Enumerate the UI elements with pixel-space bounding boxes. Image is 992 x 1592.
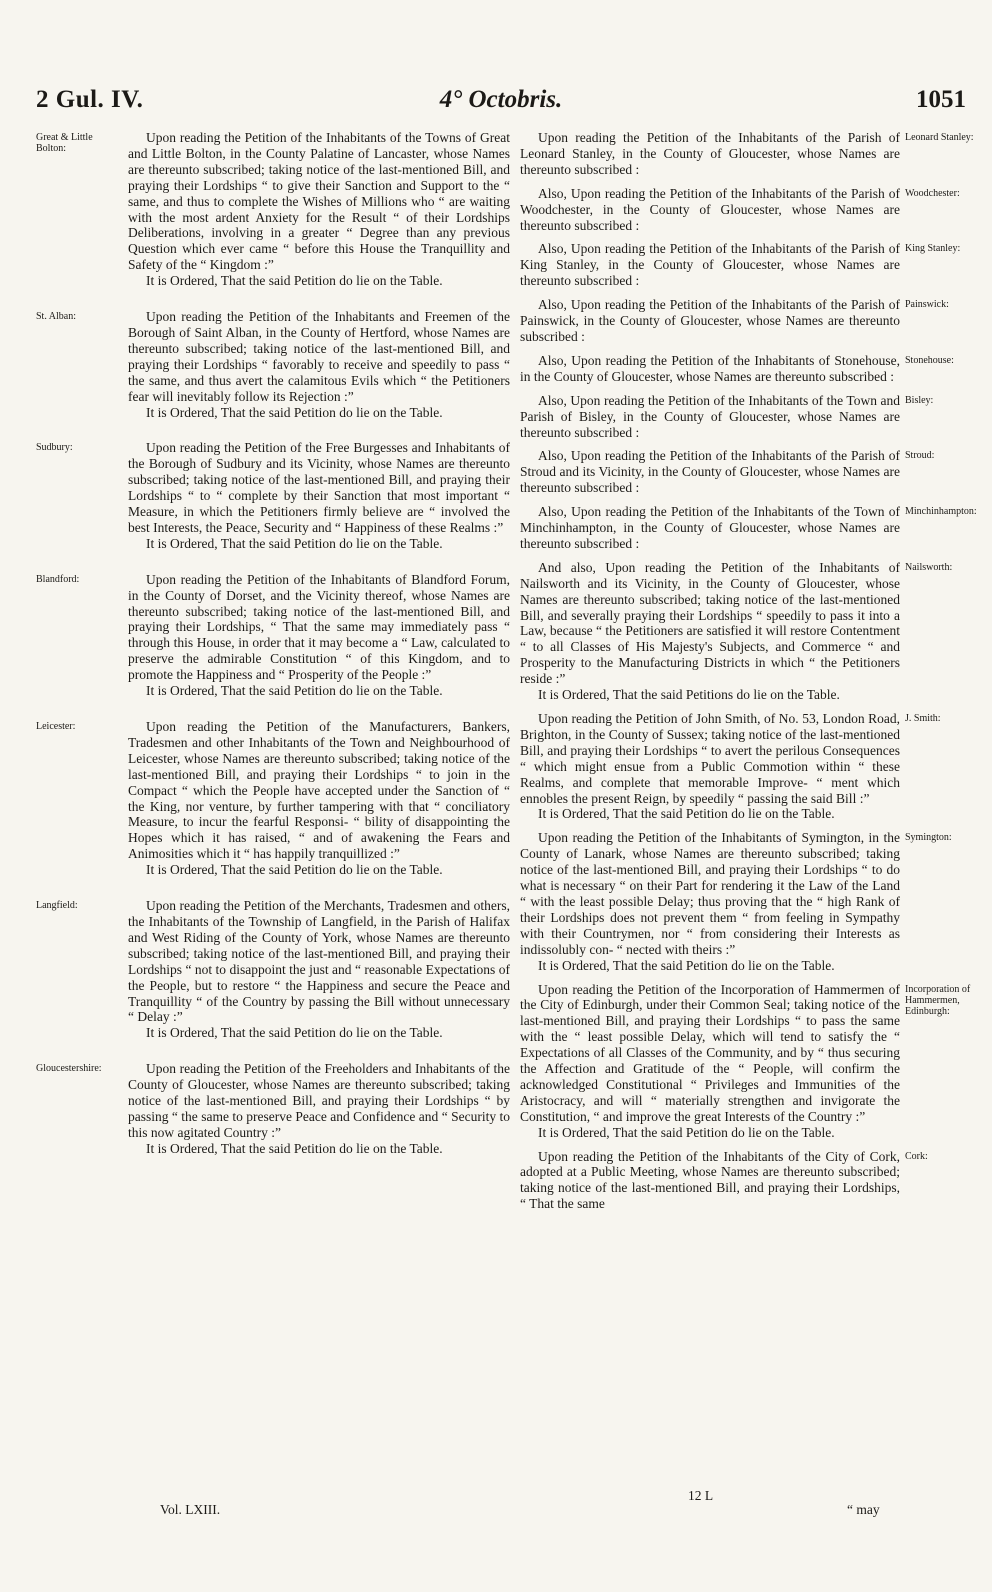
- petition-entry: [520, 711, 941, 822]
- margin-note: Minchinhampton:: [905, 506, 977, 518]
- petition-entry: [36, 898, 510, 1041]
- petition-text: Also, Upon reading the Petition of the Inhabitants of the Parish of Painswick, in the County of Gloucester, whose Names are thereunto subscribed :: [520, 297, 900, 344]
- page-header: [36, 86, 966, 120]
- footer-signature: 12 L: [688, 1488, 714, 1503]
- petition-entry: [36, 130, 510, 289]
- left-column: [36, 130, 510, 1177]
- order-text: It is Ordered, That the said Petition do lie on the Table.: [146, 862, 443, 878]
- footer-catchword: “ may: [847, 1502, 880, 1517]
- petition-entry: [520, 504, 977, 552]
- margin-note: Nailsworth:: [905, 561, 953, 573]
- order-text: It is Ordered, That the said Petition do lie on the Table.: [538, 1124, 835, 1140]
- petition-text: And also, Upon reading the Petition of the Inhabitants of Nailsworth and its Vicinity, in the County of Gloucester, whose Names are thereunto subscribed; taking notice of the last-mentioned Bill, and severally praying their Lordships “ speedily to pass it into a Law, because “ the Petitioners are satisfied it will restore Contentment “ to all Classes of His Majesty's Subjects, and Commerce “ and Prosperity to the Manufacturing Districts in which “ the Petitioners reside :”: [520, 559, 900, 687]
- margin-note: Langfield:: [36, 900, 78, 912]
- right-column: [520, 130, 977, 1220]
- petition-entry: [520, 241, 961, 289]
- petition-text: Upon reading the Petition of the Manufacturers, Bankers, Tradesmen and other Inhabitants of the Town and Neighbourhood of Leicester, whose Names are thereunto subscribed; taking notice of the last-mentioned Bill, and praying their Lordships “ to join in the Compact “ which the People have accepted under the Sanction of “ the King, nor venture, by further tampering with that “ conciliatory Measure, to incur the fearful Responsi- “ bility of disappointing the Hopes which it has raised, “ and of awakening the Fears and Animosities which it “ has happily tranquillized :”: [128, 719, 510, 862]
- petition-entry: [520, 559, 953, 703]
- petition-text: Upon reading the Petition of the Inhabitants of Blandford Forum, in the County of Dorset, and the Vicinity thereof, whose Names are thereunto subscribed; taking notice of the last-mentioned Bill, and praying their Lordships, “ That the same may immediately pass “ through this House, in order that it may become a “ Law, calculated to preserve the admirable Constitution “ of this Kingdom, and to promote the Happiness and “ Prosperity of the People :”: [128, 571, 510, 683]
- order-text: It is Ordered, That the said Petition do lie on the Table.: [146, 1140, 443, 1156]
- margin-note: Great & Little Bolton:: [36, 132, 93, 154]
- header-date: 4° Octobris.: [439, 86, 563, 113]
- petition-text: Also, Upon reading the Petition of the Inhabitants of the Town of Minchinhampton, in the County of Gloucester, whose Names are thereunto subscribed :: [520, 504, 900, 551]
- petition-text: Upon reading the Petition of the Inhabitants of the Parish of Leonard Stanley, in the County of Gloucester, whose Names are thereunto subscribed :: [520, 130, 900, 177]
- margin-note: J. Smith:: [905, 713, 941, 724]
- margin-note: Cork:: [905, 1150, 928, 1162]
- petition-entry: [520, 185, 960, 234]
- petition-text: Upon reading the Petition of the Inhabitants of the Towns of Great and Little Bolton, in the County Palatine of Lancaster, whose Names are thereunto subscribed; taking notice of the last-mentioned Bill, and praying their Lordships “ to give their Sanction and Support to the “ same, and thus to complete the Wishes of Millions who “ are waiting with the most ardent Anxiety for the Result “ of their Lordships Deliberations, involving in a greater “ Degree than any previous Question which ever came “ before this House the Tranquillity and Safety of the “ Kingdom :”: [128, 130, 510, 273]
- margin-note: Bisley:: [905, 394, 934, 406]
- petition-text: Upon reading the Petition of John Smith, of No. 53, London Road, Brighton, in the County of Sussex; taking notice of the last-mentioned Bill, and praying their Lordships “ to avert the perilous Consequences “ which might ensue from a Public Commotion within “ these Realms, and complete that memorable Improve- “ ment which ennobles the present Reign, by speedily “ passing the said Bill :”: [520, 711, 900, 806]
- petition-text: Also, Upon reading the Petition of the Inhabitants of the Parish of Stroud and its Vicinity, in the County of Gloucester, whose Names are thereunto subscribed :: [520, 448, 900, 496]
- petition-entry: [36, 719, 510, 878]
- order-text: It is Ordered, That the said Petitions do lie on the Table.: [538, 687, 840, 703]
- petition-text: Upon reading the Petition of the Inhabitants and Freemen of the Borough of Saint Alban, in the County of Hertford, whose Names are thereunto subscribed; taking notice of the last-mentioned Bill, and praying their Lordships “ favorably to receive and speedily to pass “ the same, and thus avert the calamitous Evils which “ the Petitioners fear will inevitably follow its Rejection :”: [128, 309, 510, 404]
- petition-text: Also, Upon reading the Petition of the Inhabitants of the Parish of Woodchester, in the County of Gloucester, whose Names are thereunto subscribed :: [520, 185, 900, 233]
- order-text: It is Ordered, That the said Petition do lie on the Table.: [538, 957, 835, 973]
- petition-text: Also, Upon reading the Petition of the Inhabitants of Stonehouse, in the County of Gloucester, whose Names are thereunto subscribed :: [520, 352, 900, 384]
- margin-note: Painswick:: [905, 299, 949, 311]
- order-text: It is Ordered, That the said Petition do lie on the Table.: [146, 1025, 443, 1041]
- header-regnal-year: 2 Gul. IV.: [36, 86, 144, 113]
- page-number: 1051: [916, 86, 966, 113]
- margin-note: Woodchester:: [905, 187, 960, 199]
- margin-note: Blandford:: [36, 573, 80, 585]
- petition-entry: [36, 1061, 510, 1156]
- petition-entry: [36, 571, 510, 699]
- margin-note: Stroud:: [905, 450, 935, 462]
- footer-volume: Vol. LXIII.: [160, 1502, 221, 1517]
- margin-note: Sudbury:: [36, 442, 73, 454]
- petition-text: Also, Upon reading the Petition of the Inhabitants of the Parish of King Stanley, in the County of Gloucester, whose Names are thereunto subscribed :: [520, 241, 900, 289]
- order-text: It is Ordered, That the said Petition do lie on the Table.: [146, 404, 443, 420]
- margin-note: St. Alban:: [36, 311, 77, 323]
- margin-note: Leonard Stanley:: [905, 132, 974, 143]
- margin-note: Symington:: [905, 832, 952, 844]
- petition-text: Upon reading the Petition of the Incorporation of Hammermen of the City of Edinburgh, under their Common Seal; taking notice of the last-mentioned Bill, and praying their Lordships “ to pass the same with the “ least possible Delay, which will tend to satisfy the “ Expectations of all Classes of the Community, and by “ thus securing the Affection and Gratitude of the “ People, will confirm the acknowledged Constitutional “ Privileges and Immunities of the Aristocracy, and will “ materially strengthen and invigorate the Constitution, “ and improve the great Interests of the Country :”: [520, 981, 900, 1124]
- margin-note: Gloucestershire:: [36, 1063, 102, 1075]
- margin-note: Incorporation of Hammermen, Edinburgh:: [905, 983, 971, 1017]
- petition-entry: [36, 309, 510, 420]
- order-text: It is Ordered, That the said Petition do lie on the Table.: [538, 806, 835, 822]
- order-text: It is Ordered, That the said Petition do lie on the Table.: [146, 683, 443, 699]
- petition-entry: [520, 981, 971, 1141]
- petition-text: Upon reading the Petition of the Freeholders and Inhabitants of the County of Gloucester, whose Names are thereunto subscribed; taking notice of the last-mentioned Bill, and praying their Lordships “ by passing “ the same to preserve Peace and Confidence and “ Security to this now agitated Country :”: [128, 1061, 510, 1140]
- petition-text: Upon reading the Petition of the Inhabitants of the City of Cork, adopted at a Public Meeting, whose Names are thereunto subscribed; taking notice of the last-mentioned Bill, and praying their Lordships, “ That the same: [520, 1148, 900, 1212]
- order-text: It is Ordered, That the said Petition do lie on the Table.: [146, 535, 443, 551]
- petition-entry: [520, 1148, 928, 1213]
- margin-note: King Stanley:: [905, 243, 961, 255]
- petition-entry: [36, 440, 510, 551]
- margin-note: Stonehouse:: [905, 354, 954, 366]
- petition-entry: [520, 297, 949, 345]
- order-text: It is Ordered, That the said Petition do lie on the Table.: [146, 273, 443, 289]
- petition-entry: [520, 130, 974, 178]
- petition-entry: [520, 830, 952, 973]
- margin-note: Leicester:: [36, 721, 76, 732]
- petition-entry: [520, 352, 954, 385]
- petition-entry: [520, 392, 934, 441]
- petition-text: Upon reading the Petition of the Merchants, Tradesmen and others, the Inhabitants of the Township of Langfield, in the Parish of Halifax and West Riding of the County of York, whose Names are thereunto subscribed; taking notice of the last-mentioned Bill, and praying their Lordships “ not to disappoint the just and “ reasonable Expectations of the People, but to restore “ the Happiness and secure the Peace and Tranquillity “ of the Country by passing the Bill without unnecessary “ Delay :”: [128, 898, 510, 1025]
- petition-text: Upon reading the Petition of the Inhabitants of Symington, in the County of Lanark, whose Names are thereunto subscribed; taking notice of the last-mentioned Bill, and praying their Lordships “ to do what is necessary “ on their Part for rendering it the Law of the Land “ with the least possible Delay; thus proving that the “ high Rank of their Lordships does not prevent them “ from feeling in Sympathy with their Countrymen, nor “ from considering their Interests as indissolubly con- “ nected with theirs :”: [520, 830, 900, 957]
- petition-text: Also, Upon reading the Petition of the Inhabitants of the Town and Parish of Bisley, in the County of Gloucester, whose Names are thereunto subscribed :: [520, 392, 900, 440]
- petition-entry: [520, 448, 935, 496]
- petition-text: Upon reading the Petition of the Free Burgesses and Inhabitants of the Borough of Sudbury and its Vicinity, whose Names are thereunto subscribed; taking notice of the last-mentioned Bill, and praying their Lordships “ to “ complete by their Sanction that most important “ Measure, in which the Petitioners firmly believe are “ involved the best Interests, the Peace, Security and “ Happiness of these Realms :”: [128, 440, 510, 535]
